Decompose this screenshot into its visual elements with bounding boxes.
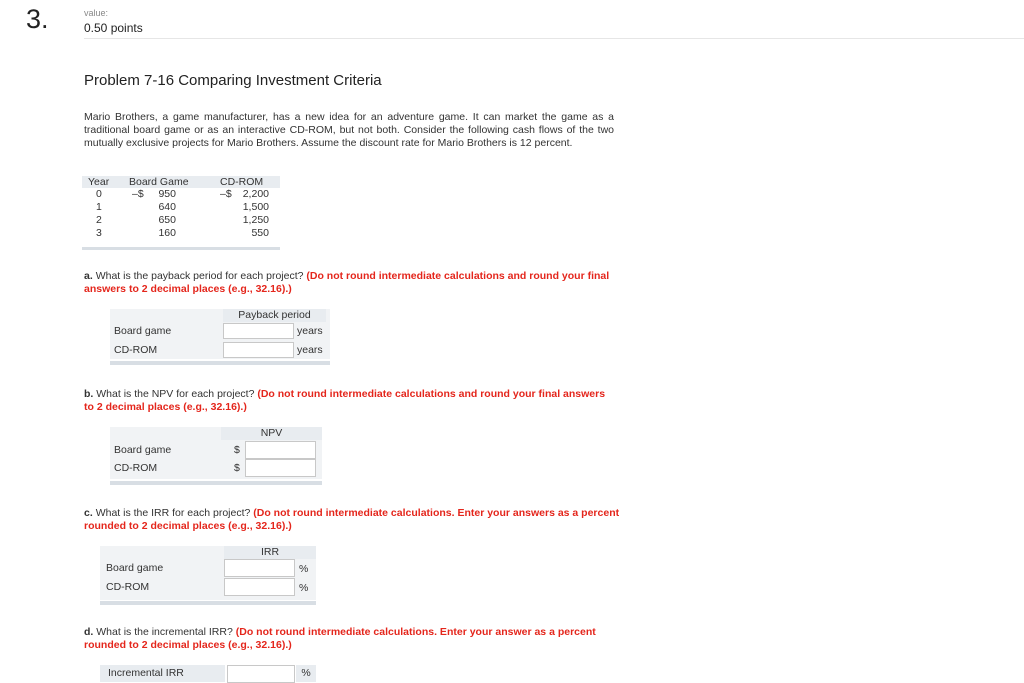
payback-cd-rom-input[interactable] (223, 342, 294, 358)
header-cd-rom: CD-ROM (220, 176, 264, 188)
npv-header: NPV (221, 427, 322, 440)
cash-flow-header (82, 176, 280, 188)
year-cell: 2 (96, 214, 102, 226)
header-divider (84, 38, 1024, 39)
header-year: Year (88, 176, 110, 188)
part-b-text: What is the NPV for each project? (96, 388, 255, 400)
row-label-cd-rom: CD-ROM (114, 344, 158, 356)
payback-period-header: Payback period (223, 309, 326, 322)
part-d-text: What is the incremental IRR? (96, 626, 233, 638)
cash-flow-table (82, 176, 280, 240)
percent-unit: % (299, 563, 309, 575)
row-label-board-game: Board game (106, 562, 164, 574)
header-board-game: Board Game (129, 176, 189, 188)
cd-rom-cell: –$ 2,200 (220, 188, 269, 200)
part-a-text: What is the payback period for each project? (95, 270, 304, 282)
incremental-irr-label: Incremental IRR (100, 665, 225, 682)
part-c-letter: c. (84, 507, 93, 519)
part-a-instruction: (Do not round intermediate calculations and round your final answers to 2 decimal places (e.g., 32.16).) (84, 270, 610, 295)
problem-intro: Mario Brothers, a game manufacturer, has a new idea for an adventure game. It can market the game as a traditional board game or as an interactive CD-ROM, but not both. Consider the following cash flows of the two mutually exclusive projects for Mario Brothers. Assume the discount rate for Mario Brothers is 12 percent. (84, 111, 614, 149)
part-b-divider (110, 481, 322, 485)
question-number: 3. (26, 4, 49, 34)
part-d-instruction: (Do not round intermediate calculations. Enter your answer as a percent rounded to 2 decimal places (e.g., 32.16).) (84, 626, 596, 651)
percent-unit: % (296, 665, 316, 682)
part-b-question (84, 388, 614, 414)
row-label-cd-rom: CD-ROM (114, 462, 158, 474)
row-label-board-game: Board game (114, 325, 172, 337)
value-label: value: (84, 8, 109, 18)
part-c-divider (100, 601, 316, 605)
payback-board-game-input[interactable] (223, 323, 294, 339)
incremental-irr-input[interactable] (227, 665, 295, 683)
board-game-cell: –$ 950 (132, 188, 176, 200)
part-c-instruction: (Do not round intermediate calculations. Enter your answers as a percent rounded to 2 decimal places (e.g., 32.16).) (84, 507, 620, 532)
row-label-cd-rom: CD-ROM (106, 581, 150, 593)
part-a-letter: a. (84, 270, 93, 282)
part-a-question (84, 270, 614, 296)
npv-cd-rom-input[interactable] (245, 459, 316, 477)
unit-years: years (297, 325, 323, 337)
table-row: 1 640 1,500 (96, 201, 269, 213)
npv-board-game-input[interactable] (245, 441, 316, 459)
table-row: 3 160 550 (96, 227, 269, 239)
part-c-question (84, 507, 624, 533)
table-row: 2 650 1,250 (96, 214, 269, 226)
dollar-prefix: $ (234, 462, 240, 474)
irr-board-game-input[interactable] (224, 559, 295, 577)
table-divider (82, 247, 280, 250)
part-d-letter: d. (84, 626, 94, 638)
part-b-instruction: (Do not round intermediate calculations and round your final answers to 2 decimal places (e.g., 32.16).) (84, 388, 606, 413)
points-value: 0.50 points (84, 21, 143, 35)
dollar-prefix: $ (234, 444, 240, 456)
irr-header: IRR (224, 546, 316, 559)
problem-title: Problem 7-16 Comparing Investment Criteria (84, 72, 382, 89)
part-d-question (84, 626, 604, 652)
part-c-text: What is the IRR for each project? (95, 507, 251, 519)
irr-cd-rom-input[interactable] (224, 578, 295, 596)
year-cell: 0 (96, 188, 102, 200)
table-row (82, 188, 280, 201)
percent-unit: % (299, 582, 309, 594)
year-cell: 3 (96, 227, 102, 239)
row-label-board-game: Board game (114, 444, 172, 456)
year-cell: 1 (96, 201, 102, 213)
part-b-letter: b. (84, 388, 94, 400)
unit-years: years (297, 344, 323, 356)
part-a-divider (110, 361, 330, 365)
